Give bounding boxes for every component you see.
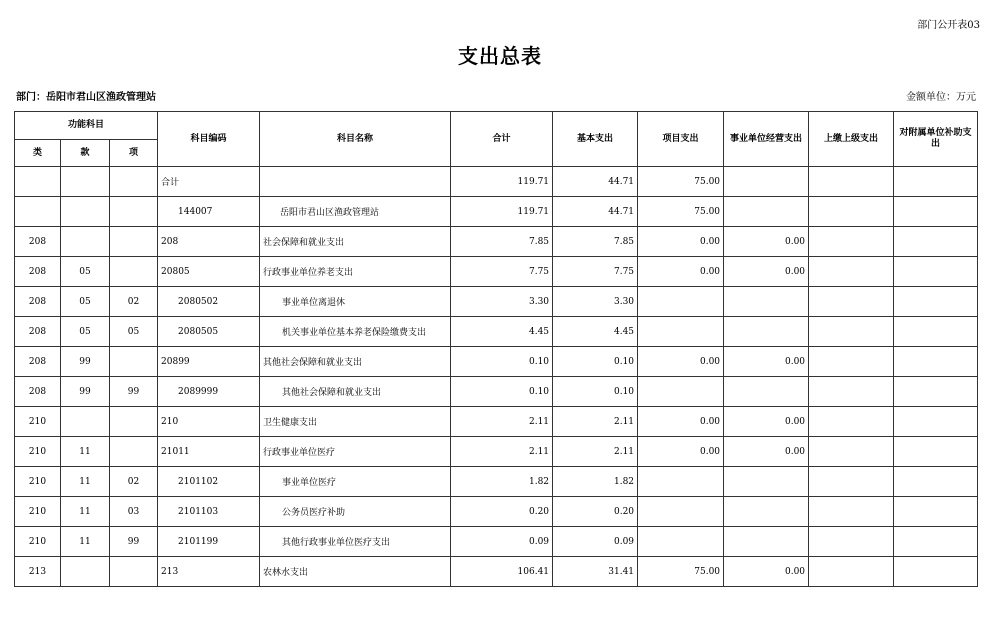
table-row xyxy=(15,407,978,437)
cell-upper xyxy=(809,437,894,467)
cell-subsidiary xyxy=(894,347,978,377)
cell-project: 0.00 xyxy=(638,407,724,437)
cell-subsidiary xyxy=(894,167,978,197)
cell-subsidiary xyxy=(894,257,978,287)
table-row xyxy=(15,317,978,347)
cell-code: 21011 xyxy=(158,437,260,467)
cell-lei: 210 xyxy=(15,437,61,467)
table-row xyxy=(15,377,978,407)
cell-xiang xyxy=(110,197,158,227)
cell-name: 岳阳市君山区渔政管理站 xyxy=(260,197,451,227)
cell-total: 0.09 xyxy=(451,527,553,557)
cell-project: 0.00 xyxy=(638,257,724,287)
cell-total: 7.75 xyxy=(451,257,553,287)
header-name: 科目名称 xyxy=(260,112,451,167)
cell-xiang xyxy=(110,437,158,467)
cell-name: 其他社会保障和就业支出 xyxy=(260,347,451,377)
cell-basic: 1.82 xyxy=(553,467,638,497)
cell-xiang xyxy=(110,257,158,287)
cell-name: 其他社会保障和就业支出 xyxy=(260,377,451,407)
cell-basic: 31.41 xyxy=(553,557,638,587)
cell-basic: 44.71 xyxy=(553,197,638,227)
header-basic: 基本支出 xyxy=(553,112,638,167)
cell-subsidiary xyxy=(894,527,978,557)
cell-total: 119.71 xyxy=(451,197,553,227)
cell-lei: 208 xyxy=(15,377,61,407)
cell-subsidiary xyxy=(894,287,978,317)
cell-upper xyxy=(809,527,894,557)
table-row xyxy=(15,467,978,497)
cell-total: 7.85 xyxy=(451,227,553,257)
cell-business xyxy=(724,317,809,347)
cell-kuan xyxy=(61,197,110,227)
cell-project xyxy=(638,377,724,407)
cell-upper xyxy=(809,497,894,527)
header-subsidiary: 对附属单位补助支出 xyxy=(894,112,978,167)
table-row xyxy=(15,287,978,317)
cell-name: 行政事业单位医疗 xyxy=(260,437,451,467)
cell-total: 3.30 xyxy=(451,287,553,317)
table-row xyxy=(15,557,978,587)
cell-project xyxy=(638,467,724,497)
cell-basic: 2.11 xyxy=(553,407,638,437)
cell-lei: 208 xyxy=(15,227,61,257)
cell-code: 20899 xyxy=(158,347,260,377)
expenditure-table xyxy=(14,111,978,587)
cell-total: 0.10 xyxy=(451,347,553,377)
cell-xiang xyxy=(110,407,158,437)
amount-unit-label: 金额单位：万元 xyxy=(906,92,976,103)
table-row xyxy=(15,497,978,527)
cell-business xyxy=(724,167,809,197)
cell-project: 75.00 xyxy=(638,167,724,197)
cell-total: 2.11 xyxy=(451,407,553,437)
cell-project xyxy=(638,527,724,557)
cell-code: 2101102 xyxy=(158,467,260,497)
cell-code: 2089999 xyxy=(158,377,260,407)
cell-upper xyxy=(809,257,894,287)
cell-xiang xyxy=(110,557,158,587)
cell-business xyxy=(724,497,809,527)
cell-name: 行政事业单位养老支出 xyxy=(260,257,451,287)
cell-basic: 4.45 xyxy=(553,317,638,347)
cell-business: 0.00 xyxy=(724,557,809,587)
cell-lei: 208 xyxy=(15,257,61,287)
cell-kuan: 11 xyxy=(61,497,110,527)
cell-lei: 208 xyxy=(15,287,61,317)
cell-project: 0.00 xyxy=(638,347,724,377)
cell-code: 20805 xyxy=(158,257,260,287)
cell-name: 事业单位离退休 xyxy=(260,287,451,317)
cell-basic: 7.85 xyxy=(553,227,638,257)
cell-kuan xyxy=(61,167,110,197)
table-row xyxy=(15,437,978,467)
cell-kuan: 11 xyxy=(61,437,110,467)
cell-code: 144007 xyxy=(158,197,260,227)
cell-project: 0.00 xyxy=(638,227,724,257)
cell-name: 机关事业单位基本养老保险缴费支出 xyxy=(260,317,451,347)
cell-xiang xyxy=(110,347,158,377)
cell-code: 2101103 xyxy=(158,497,260,527)
cell-business xyxy=(724,197,809,227)
cell-lei xyxy=(15,167,61,197)
cell-upper xyxy=(809,287,894,317)
table-row xyxy=(15,197,978,227)
cell-basic: 0.10 xyxy=(553,377,638,407)
cell-business: 0.00 xyxy=(724,437,809,467)
cell-total: 119.71 xyxy=(451,167,553,197)
cell-basic: 0.20 xyxy=(553,497,638,527)
cell-business xyxy=(724,467,809,497)
cell-name: 其他行政事业单位医疗支出 xyxy=(260,527,451,557)
cell-basic: 44.71 xyxy=(553,167,638,197)
cell-subsidiary xyxy=(894,467,978,497)
cell-total: 106.41 xyxy=(451,557,553,587)
cell-business xyxy=(724,287,809,317)
table-row xyxy=(15,167,978,197)
cell-lei: 210 xyxy=(15,497,61,527)
cell-subsidiary xyxy=(894,437,978,467)
department-label: 部门：岳阳市君山区渔政管理站 xyxy=(16,92,156,103)
header-functional: 功能科目 xyxy=(15,112,158,140)
cell-lei: 213 xyxy=(15,557,61,587)
cell-total: 1.82 xyxy=(451,467,553,497)
cell-project: 0.00 xyxy=(638,437,724,467)
cell-basic: 3.30 xyxy=(553,287,638,317)
cell-upper xyxy=(809,377,894,407)
cell-subsidiary xyxy=(894,377,978,407)
cell-code: 2080505 xyxy=(158,317,260,347)
cell-kuan: 99 xyxy=(61,347,110,377)
cell-lei xyxy=(15,197,61,227)
cell-xiang: 03 xyxy=(110,497,158,527)
cell-upper xyxy=(809,467,894,497)
cell-lei: 210 xyxy=(15,407,61,437)
cell-xiang: 02 xyxy=(110,467,158,497)
cell-project xyxy=(638,317,724,347)
header-upper: 上缴上级支出 xyxy=(809,112,894,167)
cell-xiang: 05 xyxy=(110,317,158,347)
cell-business: 0.00 xyxy=(724,227,809,257)
cell-name: 事业单位医疗 xyxy=(260,467,451,497)
cell-basic: 0.09 xyxy=(553,527,638,557)
table-code: 部门公开表03 xyxy=(917,20,980,31)
cell-lei: 210 xyxy=(15,467,61,497)
cell-name: 农林水支出 xyxy=(260,557,451,587)
cell-upper xyxy=(809,167,894,197)
page-title: 支出总表 xyxy=(458,44,542,68)
header-total: 合计 xyxy=(451,112,553,167)
cell-kuan xyxy=(61,557,110,587)
cell-subsidiary xyxy=(894,227,978,257)
cell-project xyxy=(638,497,724,527)
table-row xyxy=(15,347,978,377)
cell-subsidiary xyxy=(894,497,978,527)
cell-subsidiary xyxy=(894,557,978,587)
cell-kuan: 11 xyxy=(61,467,110,497)
cell-upper xyxy=(809,407,894,437)
cell-total: 0.20 xyxy=(451,497,553,527)
cell-basic: 2.11 xyxy=(553,437,638,467)
cell-business: 0.00 xyxy=(724,407,809,437)
cell-name: 公务员医疗补助 xyxy=(260,497,451,527)
cell-kuan: 11 xyxy=(61,527,110,557)
cell-subsidiary xyxy=(894,407,978,437)
cell-business: 0.00 xyxy=(724,257,809,287)
cell-kuan: 05 xyxy=(61,317,110,347)
cell-project: 75.00 xyxy=(638,557,724,587)
cell-name: 社会保障和就业支出 xyxy=(260,227,451,257)
cell-total: 2.11 xyxy=(451,437,553,467)
cell-code: 210 xyxy=(158,407,260,437)
cell-lei: 210 xyxy=(15,527,61,557)
cell-code: 208 xyxy=(158,227,260,257)
cell-upper xyxy=(809,227,894,257)
cell-kuan: 99 xyxy=(61,377,110,407)
header-xiang: 项 xyxy=(110,140,158,167)
cell-business xyxy=(724,527,809,557)
cell-subsidiary xyxy=(894,197,978,227)
header-kuan: 款 xyxy=(61,140,110,167)
cell-kuan xyxy=(61,227,110,257)
cell-name xyxy=(260,167,451,197)
cell-code: 合计 xyxy=(158,167,260,197)
cell-total: 4.45 xyxy=(451,317,553,347)
cell-xiang xyxy=(110,227,158,257)
cell-project xyxy=(638,287,724,317)
cell-xiang xyxy=(110,167,158,197)
header-lei: 类 xyxy=(15,140,61,167)
cell-xiang: 99 xyxy=(110,527,158,557)
cell-subsidiary xyxy=(894,317,978,347)
cell-xiang: 02 xyxy=(110,287,158,317)
cell-code: 2080502 xyxy=(158,287,260,317)
cell-project: 75.00 xyxy=(638,197,724,227)
cell-business: 0.00 xyxy=(724,347,809,377)
header-code: 科目编码 xyxy=(158,112,260,167)
cell-kuan: 05 xyxy=(61,287,110,317)
cell-basic: 7.75 xyxy=(553,257,638,287)
table-row xyxy=(15,257,978,287)
header-project: 项目支出 xyxy=(638,112,724,167)
cell-code: 213 xyxy=(158,557,260,587)
cell-total: 0.10 xyxy=(451,377,553,407)
cell-xiang: 99 xyxy=(110,377,158,407)
cell-basic: 0.10 xyxy=(553,347,638,377)
cell-name: 卫生健康支出 xyxy=(260,407,451,437)
table-row xyxy=(15,527,978,557)
cell-business xyxy=(724,377,809,407)
cell-lei: 208 xyxy=(15,347,61,377)
cell-upper xyxy=(809,197,894,227)
header-business: 事业单位经营支出 xyxy=(724,112,809,167)
cell-upper xyxy=(809,347,894,377)
cell-upper xyxy=(809,557,894,587)
cell-upper xyxy=(809,317,894,347)
cell-lei: 208 xyxy=(15,317,61,347)
table-body xyxy=(15,167,978,587)
cell-code: 2101199 xyxy=(158,527,260,557)
cell-kuan: 05 xyxy=(61,257,110,287)
cell-kuan xyxy=(61,407,110,437)
table-row xyxy=(15,227,978,257)
